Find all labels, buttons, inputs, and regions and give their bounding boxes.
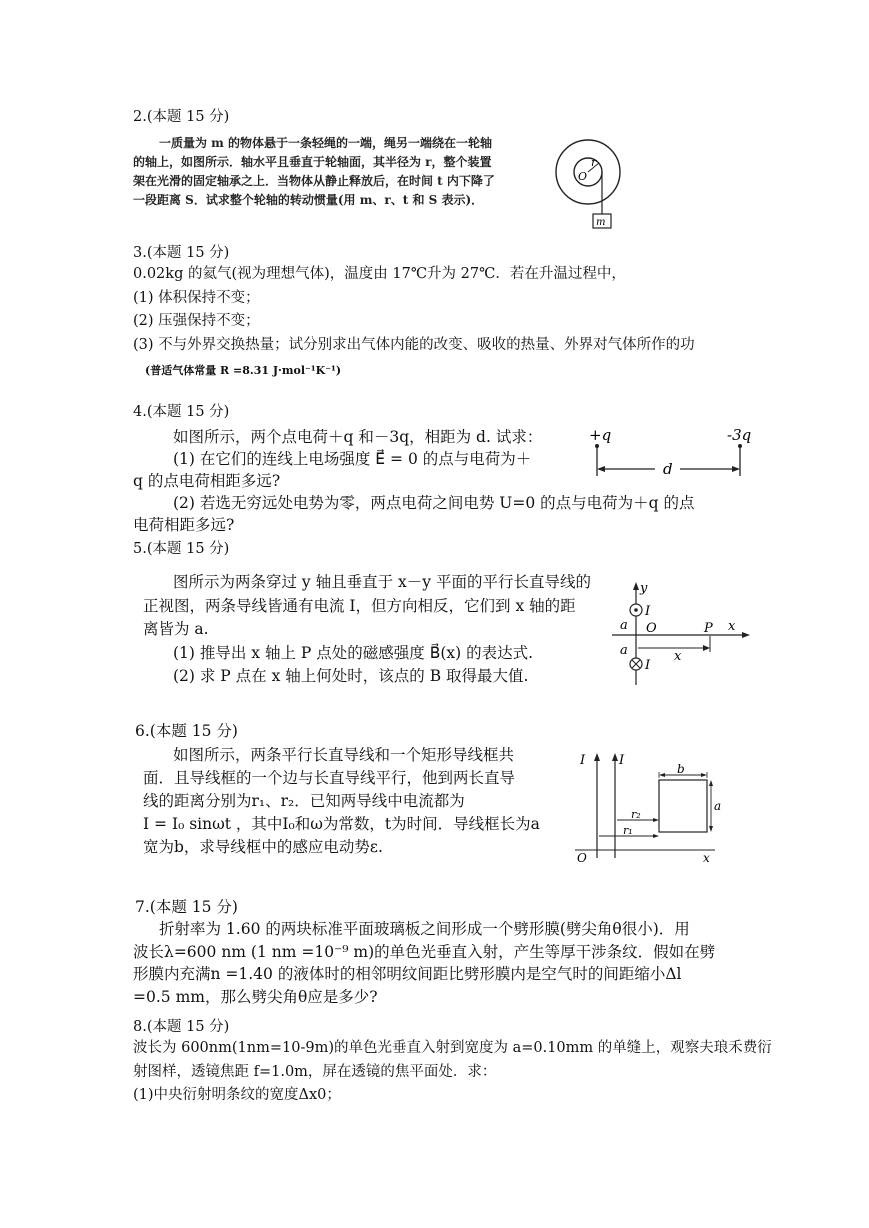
mass-label: m bbox=[596, 217, 606, 228]
q3-line-1: 0.02kg 的氦气(视为理想气体)，温度由 17℃升为 27℃．若在升温过程中， bbox=[133, 266, 626, 282]
width-b-label: b bbox=[677, 762, 685, 776]
pulley-center-label: O bbox=[578, 170, 588, 183]
origin-o-label: O bbox=[577, 851, 587, 865]
charge-plus-q-label: +q bbox=[589, 426, 612, 444]
distance-r1-label: r₁ bbox=[623, 824, 633, 837]
q4-line-4: (2) 若选无穷远处电势为零，两点电荷之间电势 U=0 的点与电荷为＋q 的点 bbox=[173, 494, 695, 512]
pulley-figure bbox=[550, 130, 635, 235]
q5-line-1: 图所示为两条穿过 y 轴且垂直于 x－y 平面的平行长直导线的 bbox=[173, 573, 591, 591]
q6-line-2: 面．且导线框的一个边与长直导线平行，他到两长直导 bbox=[143, 769, 516, 787]
q6-line-5: 宽为b，求导线框中的感应电动势ε. bbox=[143, 838, 383, 856]
q8-body bbox=[133, 1037, 772, 1108]
q7-line-3: 形膜内充满n =1.40 的液体时的相邻明纹间距比劈形膜内是空气时的间距缩小Δl bbox=[133, 965, 682, 983]
wire1-current-label: I bbox=[580, 753, 586, 768]
current-bottom-label: I bbox=[645, 658, 651, 673]
loop-wires-figure bbox=[575, 750, 725, 865]
distance-d-label: d bbox=[663, 460, 673, 478]
distance-a-top-label: a bbox=[620, 618, 628, 633]
q5-header: 5.(本题 15 分) bbox=[133, 541, 230, 557]
q6-header: 6.(本题 15 分) bbox=[135, 722, 238, 740]
x-axis-label: x bbox=[728, 619, 736, 634]
q6-body bbox=[143, 744, 540, 859]
q2-header: 2.(本题 15 分) bbox=[133, 109, 230, 125]
q5-line-4: (1) 推导出 x 轴上 P 点处的磁感强度 B⃗(x) 的表达式. bbox=[173, 643, 534, 662]
q3-line-3: (2) 压强保持不变； bbox=[133, 313, 260, 329]
charge-minus-3q-label: -3q bbox=[727, 426, 752, 444]
distance-x-label: x bbox=[674, 649, 682, 664]
distance-r2-label: r₂ bbox=[631, 808, 641, 821]
length-a-label: a bbox=[714, 799, 722, 813]
q7-line-2: 波长λ=600 nm (1 nm =10⁻⁹ m)的单色光垂直入射，产生等厚干涉条纹．假如在劈 bbox=[133, 942, 716, 961]
q3-body bbox=[133, 263, 695, 357]
current-top-label: I bbox=[645, 604, 651, 619]
q2-body bbox=[133, 134, 495, 210]
q3-line-4: (3) 不与外界交换热量；试分别求出气体内能的改变、吸收的热量、外界对气体所作的功 bbox=[133, 336, 695, 353]
q5-body bbox=[143, 571, 591, 689]
q2-line-1: 一质量为 m 的物体悬于一条轻绳的一端，绳另一端绕在一轮轴 bbox=[159, 136, 493, 150]
q4-line-5: 电荷相距多远? bbox=[133, 516, 235, 534]
q7-body bbox=[133, 918, 715, 1008]
q6-line-1: 如图所示，两条平行长直导线和一个矩形导线框共 bbox=[173, 746, 515, 764]
q5-line-5: (2) 求 P 点在 x 轴上何处时，该点的 B 取得最大值. bbox=[173, 667, 529, 685]
q4-line-2: (1) 在它们的连线上电场强度 E⃗ = 0 的点与电荷为＋ bbox=[173, 450, 532, 468]
q8-line-3: (1)中央衍射明条纹的宽度Δx0； bbox=[133, 1087, 341, 1103]
q7-line-4: =0.5 mm，那么劈尖角θ应是多少? bbox=[133, 987, 378, 1006]
wire2-current-label: I bbox=[619, 753, 625, 768]
q4-header: 4.(本题 15 分) bbox=[133, 404, 230, 420]
q8-line-1: 波长为 600nm(1nm=10-9m)的单色光垂直入射到宽度为 a=0.10mm 的单缝上，观察夫琅禾费衍 bbox=[133, 1040, 772, 1056]
q3-note: (普适气体常量 R =8.31 J·mol⁻¹K⁻¹) bbox=[145, 364, 342, 377]
q7-header: 7.(本题 15 分) bbox=[135, 898, 238, 916]
charges-figure bbox=[585, 424, 755, 480]
q6-line-4: I = I₀ sinωt ，其中I₀和ω为常数，t为时间．导线框长为a bbox=[143, 815, 540, 833]
q6-line-3: 线的距离分别为r₁、r₂．已知两导线中电流都为 bbox=[143, 792, 465, 810]
origin-o-label: O bbox=[646, 621, 657, 636]
q7-line-1: 折射率为 1.60 的两块标准平面玻璃板之间形成一个劈形膜(劈尖角θ很小)．用 bbox=[159, 920, 690, 938]
point-p-label: P bbox=[704, 621, 713, 636]
q3-line-2: (1) 体积保持不变； bbox=[133, 289, 260, 306]
q5-line-3: 离皆为 a. bbox=[143, 620, 209, 638]
q2-line-3: 架在光滑的固定轴承之上．当物体从静止释放后，在时间 t 内下降了 bbox=[133, 174, 495, 188]
q5-line-2: 正视图，两条导线皆通有电流 I，但方向相反，它们到 x 轴的距 bbox=[143, 596, 576, 615]
q2-line-2: 的轴上，如图所示．轴水平且垂直于轮轴面，其半径为 r，整个装置 bbox=[133, 155, 492, 169]
wires-xy-figure bbox=[612, 580, 757, 692]
q8-header: 8.(本题 15 分) bbox=[133, 1019, 230, 1035]
distance-a-bottom-label: a bbox=[620, 643, 628, 658]
pulley-radius-label: r bbox=[591, 156, 597, 169]
q3-header: 3.(本题 15 分) bbox=[133, 245, 230, 261]
q4-line-3: q 的点电荷相距多远? bbox=[133, 472, 281, 490]
q8-line-2: 射图样，透镜焦距 f=1.0m，屏在透镜的焦平面处．求： bbox=[133, 1063, 497, 1080]
x-axis-label: x bbox=[703, 851, 710, 865]
q2-line-4: 一段距离 S．试求整个轮轴的转动惯量(用 m、r、t 和 S 表示)． bbox=[133, 193, 484, 207]
q4-line-1: 如图所示，两个点电荷＋q 和－3q，相距为 d. 试求： bbox=[173, 428, 543, 446]
y-axis-label: y bbox=[640, 581, 648, 596]
